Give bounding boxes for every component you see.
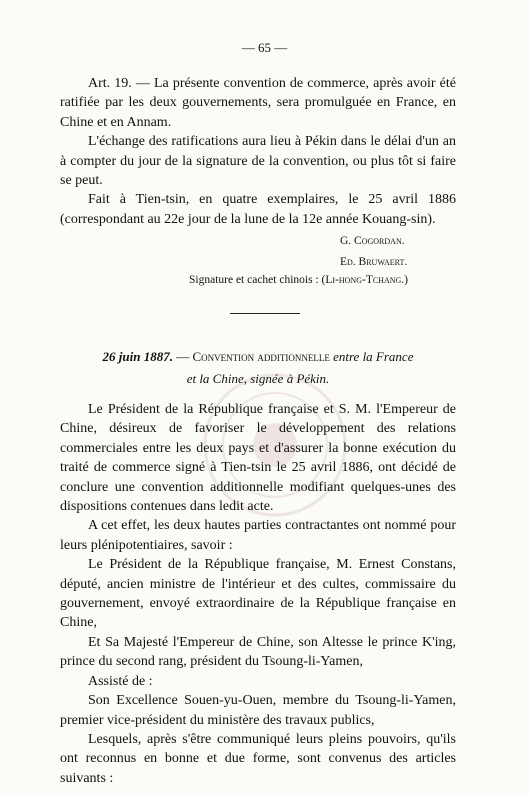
body-paragraph-plenipotentiaries: A cet effet, les deux hautes parties contractantes ont nommé pour leurs plénipotentiaires, savoir :: [60, 518, 456, 553]
signature-bruwaert: Ed. Bruwaert.: [340, 256, 408, 268]
article-19: [60, 74, 456, 229]
body-paragraph-constans: Le Président de la République française, M. Ernest Constans, député, ancien ministre de l'intérieur et des cultes, commissaire du gouvernement, envoyé extraordinaire de la République française en Chine,: [60, 557, 456, 631]
convention-body: [60, 400, 456, 788]
article-19-paragraph-3: Fait à Tien-tsin, en quatre exemplaires, le 25 avril 1886 (correspondant au 22e jour de la lune de la 12e année Kouang-sin).: [60, 192, 456, 227]
heading-separator: —: [172, 349, 193, 364]
convention-title-part-2: et la Chine, signée à Pékin.: [186, 371, 330, 386]
signature-cogordan: G. Cogordan.: [340, 235, 405, 247]
convention-title-part-1: entre la France: [329, 349, 414, 364]
page-number: — 65 —: [241, 40, 288, 55]
convention-heading: [60, 346, 456, 390]
body-paragraph-souen: Son Excellence Souen-yu-Ouen, membre du Tsoung-li-Yamen, premier vice-président du ministère des travaux publics,: [60, 693, 456, 728]
body-paragraph-king: Et Sa Majesté l'Empereur de Chine, son Altesse le prince K'ing, prince du second rang, président du Tsoung-li-Yamen,: [60, 634, 456, 670]
seal-suffix: .): [401, 274, 409, 286]
body-paragraph-lesquels: Lesquels, après s'être communiqué leurs pleins pouvoirs, qu'ils ont reconnus en bonne et due forme, sont convenus des articles suivants :: [60, 731, 456, 786]
signature-chinese-seal: [189, 274, 408, 287]
body-paragraph-preamble: Le Président de la République française et S. M. l'Empereur de Chine, désireux de favoriser le développement des relations commerciales entre les deux pays et d'assurer la bonne exécution du traité de commerce signé à Tien-tsin le 25 avril 1886, ont décidé de conclure une convention additionnelle modifiant quelques-unes des dispositions contenues dans ledit acte.: [60, 402, 456, 515]
seal-name: Li-hong-Tchang: [325, 274, 402, 286]
convention-title: Convention additionnelle: [192, 349, 330, 364]
section-divider: [230, 313, 300, 314]
body-paragraph-assiste: Assisté de :: [88, 673, 153, 689]
article-19-paragraph-2: L'échange des ratifications aura lieu à Pékin dans le délai d'un an à compter du jour de la signature de la convention, ou plus tôt si faire se peut.: [60, 134, 456, 189]
convention-heading-line-1: [60, 346, 456, 368]
article-19-paragraph-1: Art. 19. — La présente convention de commerce, après avoir été ratifiée par les deux gouvernements, sera promulguée en France, en Chine et en Annam.: [60, 76, 456, 130]
seal-prefix: Signature et cachet chinois : (: [189, 274, 326, 286]
convention-date: 26 juin 1887.: [102, 349, 173, 364]
